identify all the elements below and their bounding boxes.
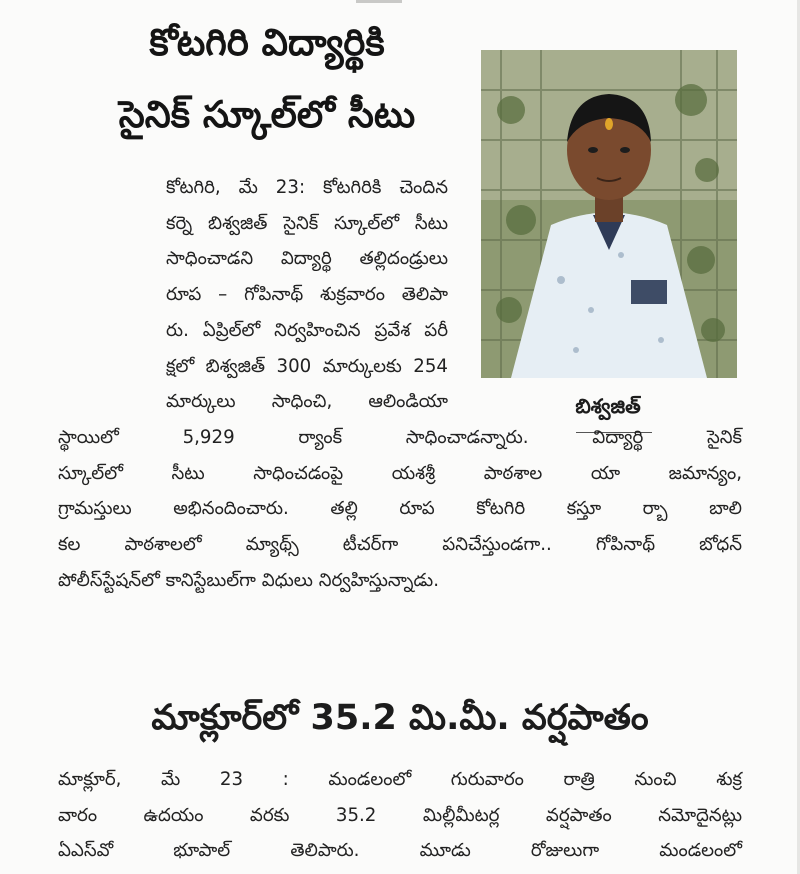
article1-line-7: మార్కులు సాధించి, ఆలిండియా [166,391,448,413]
article1-line-1: కోటగిరి, మే 23: కోటగిరికి చెందిన [166,177,448,198]
article1-line-12: పోలీస్‌స్టేషన్‌లో కానిస్టేబుల్‌గా విధులు నిర్వహిస్తున్నాడు. [58,569,440,591]
article1-line-8: స్థాయిలో 5,929 ర్యాంక్ సాధించాడన్నారు. విద్యార్థి సైనిక్ [58,426,742,448]
article1-line-2: కర్నె బిశ్వజిత్ సైనిక్ స్కూల్‌లో సీటు [166,212,448,234]
article1-line-9: స్కూల్‌లో సీటు సాధించడంపై యశశ్రీ పాఠశాల యా జమాన్యం, [58,462,742,484]
headline-line-1: కోటగిరి విద్యార్థికి [149,21,385,64]
headline-line-2: సైనిక్ స్కూల్‌లో సీటు [118,93,416,136]
article2-line-1: మాక్లూర్, మే 23 : మండలంలో గురువారం రాత్రి నుంచి శుక్ర [58,769,742,790]
article1-line-6: క్షలో బిశ్వజిత్ 300 మార్కులకు 254 [166,355,448,377]
photo-caption: బిశ్వజిత్ [575,394,641,418]
student-portrait-image [481,50,737,378]
article2-headline: మాక్లూర్‌లో 35.2 మి.మీ. వర్షపాతం [151,698,649,738]
article2-line-3: ఏఎస్‌వో భూపాల్ తెలిపారు. మూడు రోజులుగా మండలంలో [58,840,742,862]
student-photo [481,50,737,378]
article1-line-11: కల పాఠశాలలో మ్యాథ్స్ టీచర్‌గా పనిచేస్తుండగా.. గోపినాథ్ బోధన్ [58,534,742,555]
article2-line-2: వారం ఉదయం వరకు 35.2 మిల్లీమీటర్ల వర్షపాతం నమోదైనట్లు [58,804,742,826]
article1-line-4: రూప – గోపినాథ్ శుక్రవారం తెలిపా [166,284,448,306]
previous-column-edge [356,0,402,3]
article1-line-10: గ్రామస్తులు అభినందించారు. తల్లి రూప కోటగిరి కస్తూ ర్బా బాలి [58,498,742,520]
article1-line-5: రు. ఏప్రిల్‌లో నిర్వహించిన ప్రవేశ పరీ [166,319,448,341]
article1-line-3: సాధించాడని విద్యార్థి తల్లిదండ్రులు [166,248,448,270]
